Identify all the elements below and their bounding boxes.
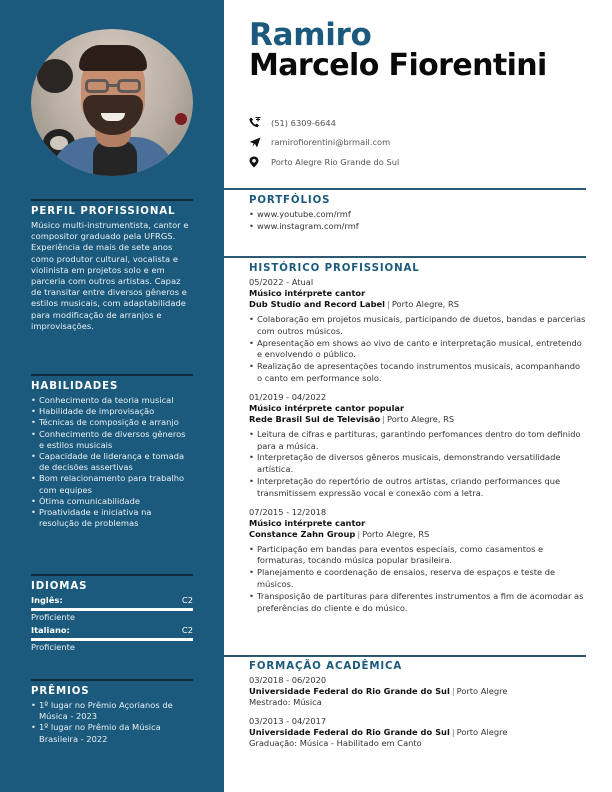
last-name: Marcelo Fiorentini bbox=[249, 48, 547, 83]
contact-info bbox=[249, 113, 399, 172]
language-item bbox=[31, 625, 193, 653]
job-bullet: • Leitura de cifras e partituras, garantindo perfomances dentro do tom definido para a música. bbox=[249, 429, 586, 453]
skill-item: • Bom relacionamento para trabalho com equipes bbox=[31, 473, 193, 495]
skills-list bbox=[31, 395, 193, 529]
location-text: Porto Alegre Rio Grande do Sul bbox=[271, 156, 400, 167]
contact-email[interactable] bbox=[249, 133, 399, 153]
job-bullets bbox=[249, 544, 586, 615]
portfolios-section bbox=[249, 195, 586, 233]
skill-item: • Conhecimento da teoria musical bbox=[31, 395, 193, 406]
job-company-line bbox=[249, 529, 586, 540]
phone-text: (51) 6309-6644 bbox=[271, 117, 336, 128]
job-bullets bbox=[249, 429, 586, 500]
skill-item: • Proatividade e iniciativa na resolução de problemas bbox=[31, 507, 193, 529]
section-divider bbox=[31, 199, 193, 201]
education-date: 03/2018 - 06/2020 bbox=[249, 675, 327, 685]
profile-photo bbox=[31, 29, 193, 176]
job-bullet: • Transposição de partituras para diferentes instrumentos a fim de acomodar as preferências do cliente e do músico. bbox=[249, 591, 586, 615]
job-company: Rede Brasil Sul de Televisão bbox=[249, 413, 381, 424]
language-level: Proficiente bbox=[31, 642, 75, 652]
photo-hair bbox=[79, 45, 147, 71]
vinyl-record-decor bbox=[37, 59, 73, 93]
job-bullet: • Realização de apresentações tocando instrumentos musicais, acompanhando o canto em performance solo. bbox=[249, 361, 586, 385]
section-divider bbox=[224, 256, 586, 258]
award-item: • 1º lugar no Prêmio Açorianos de Música - 2023 bbox=[31, 700, 193, 722]
awards-section bbox=[31, 679, 193, 745]
job-bullet: • Planejamento e coordenação de ensaios, reserva de espaços e teste de músicos. bbox=[249, 567, 586, 591]
job-date: 01/2019 - 04/2022 bbox=[249, 391, 327, 402]
portfolio-list bbox=[249, 209, 586, 233]
section-divider bbox=[224, 188, 586, 190]
awards-list bbox=[31, 700, 193, 745]
skill-item: • Técnicas de composição e arranjo bbox=[31, 417, 193, 428]
section-title: IDIOMAS bbox=[31, 581, 88, 592]
education-degree: Mestrado: Música bbox=[249, 697, 322, 708]
job-bullet: • Apresentação em shows ao vivo de canto e interpretação musical, entretendo e envolvendo o público. bbox=[249, 338, 586, 362]
contact-location bbox=[249, 152, 399, 172]
separator: | bbox=[357, 528, 361, 539]
photo-glasses bbox=[85, 79, 109, 93]
skill-item: • Habilidade de improvisação bbox=[31, 406, 193, 417]
education-school-line bbox=[249, 727, 586, 738]
job-entry bbox=[249, 392, 586, 500]
portfolio-link[interactable]: • www.instagram.com/rmf bbox=[249, 221, 586, 233]
skill-item: • Ótima comunicabilidade bbox=[31, 496, 193, 507]
section-title: HISTÓRICO PROFISSIONAL bbox=[249, 263, 420, 274]
phone-icon bbox=[249, 117, 271, 128]
job-company: Dub Studio and Record Label bbox=[249, 299, 386, 309]
main-content bbox=[224, 0, 612, 792]
skills-section bbox=[31, 374, 193, 529]
award-item: • 1º lugar no Prêmio da Música Brasileira - 2022 bbox=[31, 722, 193, 744]
job-date: 07/2015 - 12/2018 bbox=[249, 506, 327, 517]
separator: | bbox=[451, 686, 455, 697]
separator: | bbox=[387, 299, 390, 309]
job-bullet: • Interpretação do repertório de outros artistas, criando performances que transmitissem expressão vocal e conexão com a letra. bbox=[249, 476, 586, 500]
language-level: Proficiente bbox=[31, 612, 75, 622]
job-date: 05/2022 - Atual bbox=[249, 277, 314, 287]
education-school: Universidade Federal do Rio Grande do Sul bbox=[249, 726, 450, 737]
section-title: PORTFÓLIOS bbox=[249, 195, 331, 206]
job-bullet: • Colaboração em projetos musicais, participando de duetos, bandas e parcerias com outros músicos. bbox=[249, 314, 586, 338]
education-degree: Graduação: Música - Habilitado em Canto bbox=[249, 738, 422, 749]
job-role: Músico intérprete cantor popular bbox=[249, 402, 405, 413]
language-level-bar bbox=[31, 638, 193, 641]
skill-item: • Capacidade de liderança e tomada de decisões assertivas bbox=[31, 451, 193, 473]
skill-item: • Conhecimento de diversos gêneros e estilos musicais bbox=[31, 429, 193, 451]
language-name: Italiano: bbox=[31, 625, 70, 635]
portfolio-link[interactable]: • www.youtube.com/rmf bbox=[249, 209, 586, 221]
education-location: Porto Alegre bbox=[456, 726, 508, 737]
photo-glasses bbox=[117, 79, 141, 93]
language-name: Inglês: bbox=[31, 595, 63, 605]
education-school: Universidade Federal do Rio Grande do Sul bbox=[249, 686, 450, 697]
section-title: PRÊMIOS bbox=[31, 686, 90, 697]
section-divider bbox=[224, 655, 586, 657]
language-level-bar bbox=[31, 608, 193, 611]
separator: | bbox=[382, 413, 386, 424]
job-location: Porto Alegre, RS bbox=[362, 528, 430, 539]
language-code: C2 bbox=[181, 595, 193, 605]
education-school-line bbox=[249, 686, 586, 697]
job-company: Constance Zahn Group bbox=[249, 528, 356, 539]
job-role: Músico intérprete cantor bbox=[249, 517, 366, 528]
job-bullets bbox=[249, 314, 586, 385]
separator: | bbox=[451, 726, 455, 737]
education-entry bbox=[249, 675, 586, 709]
job-company-line bbox=[249, 299, 586, 310]
sidebar bbox=[0, 0, 224, 792]
record-label-decor bbox=[175, 113, 187, 125]
job-company-line bbox=[249, 414, 586, 425]
job-role: Músico intérprete cantor bbox=[249, 288, 366, 298]
job-entry bbox=[249, 507, 586, 615]
education-date: 03/2013 - 04/2017 bbox=[249, 715, 327, 726]
job-location: Porto Alegre, RS bbox=[387, 413, 455, 424]
history-section bbox=[249, 263, 586, 621]
contact-phone bbox=[249, 113, 399, 133]
location-pin-icon bbox=[249, 156, 271, 168]
section-title: PERFIL PROFISSIONAL bbox=[31, 206, 176, 217]
first-name: Ramiro bbox=[249, 17, 372, 53]
job-bullet: • Participação em bandas para eventos especiais, como casamentos e formaturas, tocando música popular brasileira. bbox=[249, 544, 586, 568]
section-divider bbox=[31, 574, 193, 576]
education-location: Porto Alegre bbox=[456, 686, 508, 697]
job-bullet: • Interpretação de diversos gêneros musicais, demonstrando versatilidade artística. bbox=[249, 452, 586, 476]
languages-section bbox=[31, 574, 193, 655]
profile-section bbox=[31, 199, 193, 332]
section-divider bbox=[31, 374, 193, 376]
profile-summary: Músico multi-instrumentista, cantor e compositor graduado pela UFRGS. Experiência de mais de sete anos como produtor cultural, vocalista e violinista em projetos solo e em parceria com outros artistas. Capaz de transitar entre diversos gêneros e estilos musicais, com adaptabilidade para modificação de arranjos e improvisações. bbox=[31, 220, 189, 331]
job-location: Porto Alegre, RS bbox=[391, 299, 459, 309]
email-link[interactable]: ramirofiorentini@brmail.com bbox=[271, 137, 391, 148]
section-divider bbox=[31, 679, 193, 681]
language-item bbox=[31, 595, 193, 623]
job-entry bbox=[249, 277, 586, 385]
education-entry bbox=[249, 716, 586, 750]
education-section bbox=[249, 661, 586, 756]
send-icon bbox=[249, 137, 271, 148]
section-title: FORMAÇÃO ACADÊMICA bbox=[249, 661, 403, 672]
section-title: HABILIDADES bbox=[31, 381, 119, 392]
language-code: C2 bbox=[181, 625, 193, 635]
photo-glasses-bridge bbox=[108, 84, 118, 87]
